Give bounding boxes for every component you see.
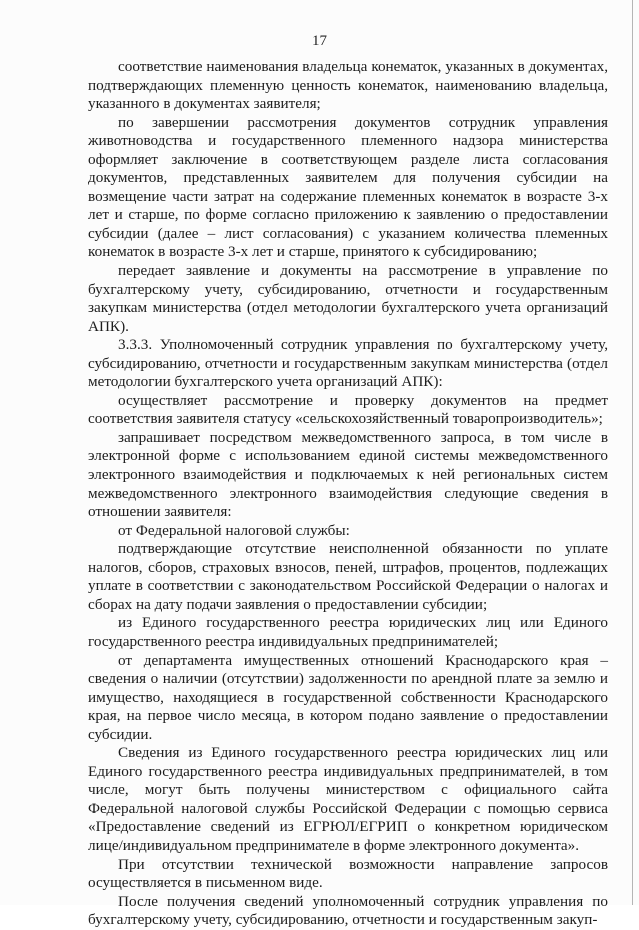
document-body bbox=[88, 58, 608, 930]
paragraph: из Единого государственного реестра юридических лиц или Единого государственного реестра индивидуальных предпринимателей; bbox=[88, 614, 608, 650]
page-number: 17 bbox=[312, 33, 327, 49]
paragraph: осуществляет рассмотрение и проверку документов на предмет соответствия заявителя статусу «сельскохозяйственный товаропроизводитель»; bbox=[88, 391, 608, 428]
paragraph: от Федеральной налоговой службы: bbox=[118, 521, 350, 539]
paragraph: Сведения из Единого государственного реестра юридических лиц или Единого государственного реестра индивидуальных предпринимателей, в том числе, могут быть получены министерством с официального сайта Федеральной налоговой службы Российской Федерации с помощью сервиса «Предоставление сведений из ЕГРЮЛ/ЕГРИП о конкретном юридическом лице/индивидуальном предпринимателе в форме электронного документа». bbox=[88, 744, 608, 854]
paragraph: передает заявление и документы на рассмотрение в управление по бухгалтерскому учету, субсидированию, отчетности и государственным закупкам министерства (отдел методологии бухгалтерского учета организаций АПК). bbox=[88, 262, 608, 335]
paragraph: по завершении рассмотрения документов сотрудник управления животноводства и государственного племенного надзора министерства оформляет заключение в соответствующем разделе листа согласования документов, представленных заявителем для получения субсидии на возмещение части затрат на содержание племенных конематок в возрасте 3-х лет и старше, по форме согласно приложению к заявлению о предоставлении субсидии (далее – лист согласования) с указанием количества племенных конематок в возрасте 3-х лет и старше, принятого к субсидированию; bbox=[88, 113, 608, 261]
paragraph: После получения сведений уполномоченный сотрудник управления по бухгалтерскому учету, субсидированию, отчетности и государственным закуп- bbox=[88, 892, 608, 929]
paragraph: 3.3.3. Уполномоченный сотрудник управления по бухгалтерскому учету, субсидированию, отчетности и государственным закупкам министерства (отдел методологии бухгалтерского учета организаций АПК): bbox=[88, 336, 608, 391]
scan-edge-line bbox=[632, 0, 633, 905]
paragraph: запрашивает посредством межведомственного запроса, в том числе в электронной форме с использованием единой системы межведомственного электронного взаимодействия и подключаемых к ней региональных систем межведомственного электронного взаимодействия следующие сведения в отношении заявителя: bbox=[88, 428, 608, 521]
paragraph: от департамента имущественных отношений Краснодарского края – сведения о наличии (отсутствии) задолженности по арендной плате за землю и имущество, находящиеся в государственной собственности Краснодарского края, на первое число месяца, в котором подано заявление о предоставлении субсидии. bbox=[88, 651, 608, 743]
paragraph: При отсутствии технической возможности направление запросов осуществляется в письменном виде. bbox=[88, 855, 608, 892]
paragraph: соответствие наименования владельца конематок, указанных в документах, подтверждающих племенную ценность конематок, наименованию владельца, указанного в документах заявителя; bbox=[88, 58, 608, 113]
paragraph: подтверждающие отсутствие неисполненной обязанности по уплате налогов, сборов, страховых взносов, пеней, штрафов, процентов, подлежащих уплате в соответствии с законодательством Российской Федерации о налогах и сборах на дату подачи заявления о предоставлении субсидии; bbox=[88, 540, 608, 613]
